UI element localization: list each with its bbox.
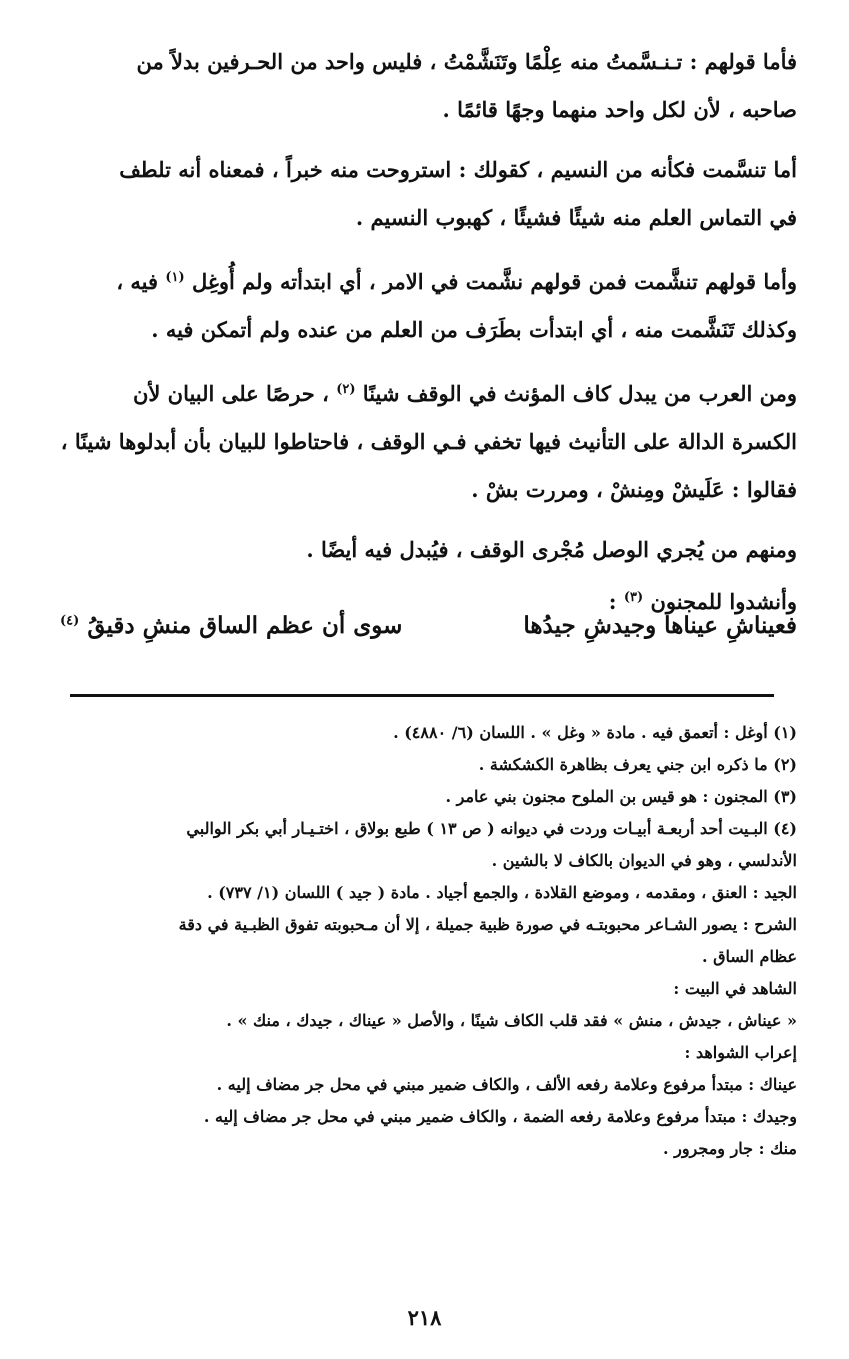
poetry-verse (60, 612, 797, 639)
page-number: ٢١٨ (407, 1305, 442, 1330)
text-line: في التماس العلم منه شيئًا فشيئًا ، كهبوب النسيم . (355, 205, 797, 230)
shahid-title: الشاهد في البيت : (673, 979, 797, 998)
text-line: فأما قولهم : تـنـسَّمتُ منه عِلْمًا وتَنَشَّمْتُ ، فليس واحد من الحـرفين بدلاً من (136, 49, 797, 74)
text-line: (٤) البـيت أحد أربعـة أبيـات وردت في ديوانه ( ص ١٣ ) طبع بولاق ، اختـيـار أبي بكر الوالبي (186, 819, 797, 838)
footnote-ref: (١) (165, 270, 185, 285)
text-line: وكذلك تَنَشَّمت منه ، أي ابتدأت بطَرَف من العلم من عنده ولم أتمكن فيه . (151, 317, 797, 342)
footnote-4 (40, 813, 797, 877)
irab-title: إعراب الشواهد : (684, 1043, 797, 1062)
footnote-ref: (٤) (60, 613, 80, 629)
footnote-divider (70, 694, 774, 697)
footnote-3: (٣) المجنون : هو قيس بن الملوح مجنون بني عامر . (445, 787, 797, 806)
irab-line-3: منك : جار ومجرور . (662, 1139, 797, 1158)
text-line: ومنهم من يُجري الوصل مُجْرى الوقف ، فيُبدل فيه أيضًا . (306, 537, 797, 562)
main-text (40, 38, 797, 629)
paragraph-1 (40, 38, 797, 134)
text-line: فقالوا : عَلَيشْ ومِنشْ ، ومررت بشْ . (471, 477, 797, 502)
text-line: صاحبه ، لأن لكل واحد منهما وجهًا قائمًا . (442, 97, 797, 122)
text-line: ومن العرب من يبدل كاف المؤنث في الوقف شينًا (362, 381, 797, 406)
verse-second-hemistich: سوى أن عظم الساق منشِ دقيقُ $^{(٤)}$ (60, 612, 403, 639)
footnote-2: (٢) ما ذكره ابن جني يعرف بظاهرة الكشكشة . (478, 755, 797, 774)
text-line: الكسرة الدالة على التأنيث فيها تخفي فـي الوقف ، فاحتاطوا للبيان بأن أبدلوها شينًا ، (60, 429, 797, 454)
footnote-ref: (٢) (336, 382, 356, 397)
text-line: وأما قولهم تنشَّمت فمن قولهم نشَّمت في الامر ، أي ابتدأته ولم أُوغِل (191, 269, 797, 294)
shahid-text: « عيناش ، جيدش ، منش » فقد قلب الكاف شينًا ، والأصل « عيناك ، جيدك ، منك » . (226, 1011, 797, 1030)
paragraph-4 (40, 366, 797, 514)
footnote-ref: (٣) (623, 590, 644, 605)
text-line: الأندلسي ، وهو في الديوان بالكاف لا بالشين . (491, 851, 797, 870)
paragraph-3 (40, 254, 797, 354)
irab-line-2: وجيدك : مبتدأ مرفوع وعلامة رفعه الضمة ، والكاف ضمير مبني في محل جر مضاف إليه . (203, 1107, 797, 1126)
verse-first-hemistich: فعيناشِ عيناها وجيدشِ جيدُها (523, 612, 797, 639)
paragraph-5 (40, 526, 797, 574)
footnote-1: (١) أوغل : أتعمق فيه . مادة « وغل » . اللسان (٦/ ٤٨٨٠) . (393, 723, 797, 742)
text-line: الشرح : يصور الشـاعر محبوبتـه في صورة ظبية جميلة ، إلا أن مـحبوبته تفوق الظبـية في دقة (178, 915, 797, 934)
text-line: أما تنسَّمت فكأنه من النسيم ، كقولك : استروحت منه خبراً ، فمعناه أنه تلطف (119, 157, 797, 182)
text-line: ، حرصًا على البيان لأن (132, 381, 329, 406)
text-line: : (608, 589, 617, 614)
note-jeed: الجيد : العنق ، ومقدمه ، وموضع القلادة ، والجمع أجياد . مادة ( جيد ) اللسان (١/ ٧٣٧) . (207, 883, 797, 902)
text-line: وأنشدوا للمجنون (650, 589, 797, 614)
paragraph-2 (40, 146, 797, 242)
note-sharh (40, 909, 797, 973)
irab-line-1: عيناك : مبتدأ مرفوع وعلامة رفعه الألف ، والكاف ضمير مبني في محل جر مضاف إليه . (216, 1075, 797, 1094)
footnotes (40, 717, 797, 1165)
text-line: فيه ، (116, 269, 159, 294)
text-line: عظام الساق . (701, 947, 797, 966)
